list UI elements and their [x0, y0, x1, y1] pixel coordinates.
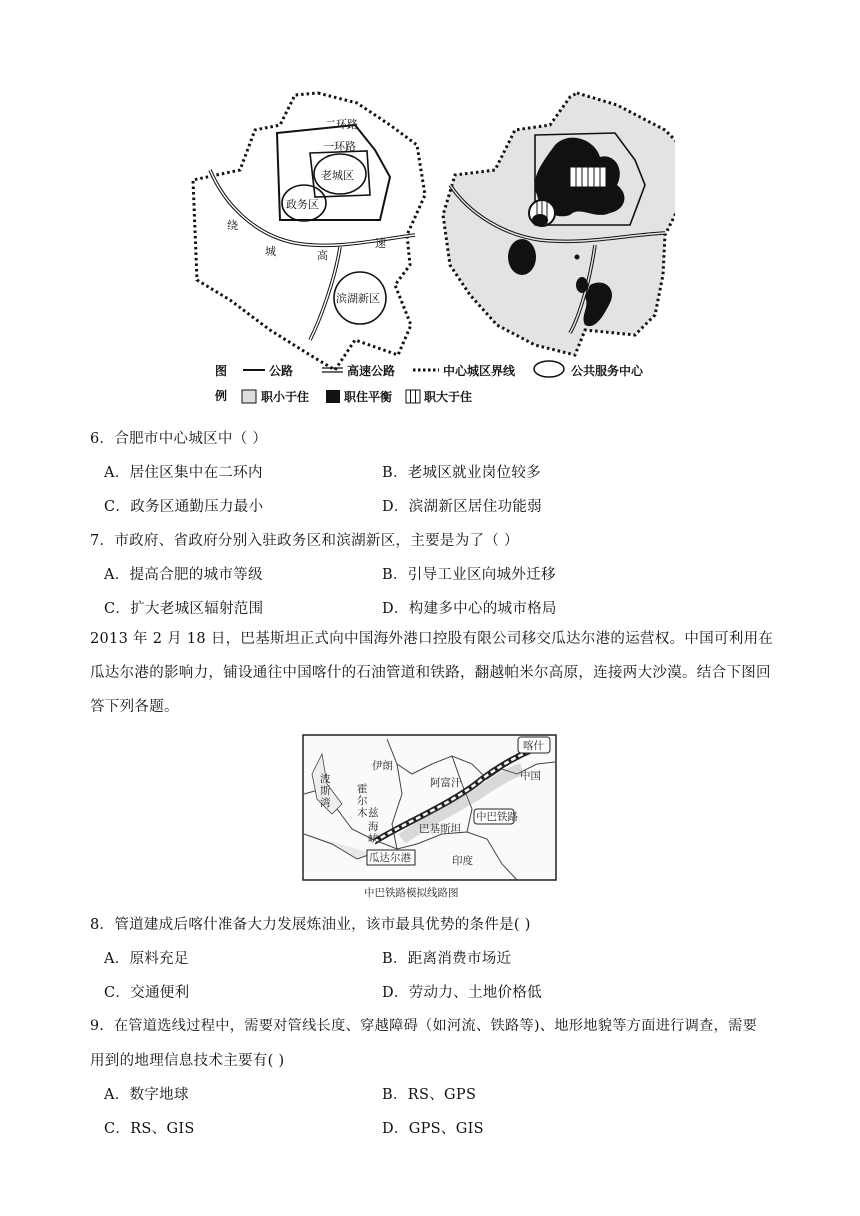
- q7-option-a[interactable]: A．提高合肥的城市等级: [104, 567, 263, 583]
- railway-map-figure: [302, 734, 557, 904]
- label-bypass-1: 绕: [227, 219, 238, 232]
- label-strait-6: 峡: [368, 833, 379, 845]
- legend-jobs-more: 职大于住: [424, 390, 473, 404]
- legend-balance: 职住平衡: [344, 390, 393, 404]
- label-ring2: 二环路: [325, 118, 358, 131]
- q9-option-d[interactable]: D．GPS、GIS: [382, 1121, 484, 1137]
- label-strait-2: 尔: [357, 795, 368, 807]
- label-gulf-2: 斯: [320, 785, 331, 797]
- label-strait-4: 兹: [368, 807, 379, 819]
- q6-stem: 6．合肥市中心城区中（ ）: [90, 431, 268, 447]
- q8-option-c[interactable]: C．交通便利: [104, 985, 190, 1001]
- q7-stem: 7．市政府、省政府分别入驻政务区和滨湖新区，主要是为了（ ）: [90, 533, 519, 549]
- q9-stem-line1: 9．在管道选线过程中，需要对管线长度、穿越障碍（如河流、铁路等)、地形地貌等方面进行调查，需要: [90, 1018, 758, 1034]
- right-map-boundary: [443, 93, 675, 355]
- q6-option-a[interactable]: A．居住区集中在二环内: [104, 465, 263, 481]
- hefei-map-figure: [185, 85, 675, 410]
- legend-title-1: 图: [215, 364, 228, 378]
- label-strait-1: 霍: [357, 783, 368, 795]
- q9-option-b[interactable]: B．RS、GPS: [382, 1087, 477, 1103]
- label-binhu: 滨湖新区: [336, 292, 380, 305]
- label-old-town: 老城区: [321, 169, 354, 182]
- label-gulf-3: 湾: [320, 797, 331, 809]
- q9-option-a[interactable]: A．数字地球: [104, 1087, 189, 1103]
- label-gwadar: 瓜达尔港: [369, 852, 411, 864]
- q8-option-b[interactable]: B．距离消费市场近: [382, 951, 512, 967]
- label-kashgar: 喀什: [523, 740, 544, 752]
- label-pakistan: 巴基斯坦: [419, 823, 461, 835]
- label-strait-5: 海: [368, 821, 379, 833]
- q6-option-b[interactable]: B．老城区就业岗位较多: [382, 465, 541, 481]
- label-bypass-2: 城: [265, 245, 276, 258]
- label-bypass-3: 高: [317, 249, 328, 262]
- legend-jobs-less: 职小于住: [261, 390, 310, 404]
- q6-option-d[interactable]: D．滨湖新区居住功能弱: [382, 499, 542, 515]
- q8-option-d[interactable]: D．劳动力、土地价格低: [382, 985, 542, 1001]
- legend-expressway: 高速公路: [347, 364, 396, 378]
- q7-option-c[interactable]: C．扩大老城区辐射范围: [104, 601, 264, 617]
- label-gulf-1: 波: [320, 773, 331, 785]
- label-gov-area: 政务区: [286, 198, 319, 211]
- label-railway: 中巴铁路: [476, 811, 518, 823]
- label-iran: 伊朗: [372, 760, 393, 772]
- q7-option-b[interactable]: B．引导工业区向城外迁移: [382, 567, 556, 583]
- legend-title-2: 例: [215, 389, 228, 403]
- q6-option-c[interactable]: C．政务区通勤压力最小: [104, 499, 264, 515]
- label-strait-3: 木: [357, 807, 368, 819]
- passage: 2013 年 2 月 18 日，巴基斯坦正式向中国海外港口控股有限公司移交瓜达尔港的运营权。中国可利用在瓜达尔港的影响力，铺设通往中国喀什的石油管道和铁路，翻越帕米尔高原，连接两大沙漠。结合下图回答下列各题。: [90, 631, 774, 715]
- label-bypass-4: 速: [375, 237, 386, 250]
- legend-service-center: 公共服务中心: [571, 364, 644, 378]
- legend-road: 公路: [269, 364, 294, 378]
- q8-option-a[interactable]: A．原料充足: [104, 951, 189, 967]
- figure2-caption: 中巴铁路模拟线路图: [364, 887, 459, 899]
- label-china: 中国: [520, 770, 541, 782]
- label-afghanistan: 阿富汗: [430, 777, 462, 789]
- q8-stem: 8．管道建成后喀什准备大力发展炼油业，该市最具优势的条件是( ): [90, 917, 531, 933]
- label-ring1: 一环路: [323, 140, 356, 153]
- q7-option-d[interactable]: D．构建多中心的城市格局: [382, 601, 557, 617]
- label-india: 印度: [452, 855, 473, 867]
- q9-stem-line2: 用到的地理信息技术主要有( ): [90, 1053, 285, 1069]
- legend-boundary: 中心城区界线: [443, 364, 516, 378]
- q9-option-c[interactable]: C．RS、GIS: [104, 1121, 195, 1137]
